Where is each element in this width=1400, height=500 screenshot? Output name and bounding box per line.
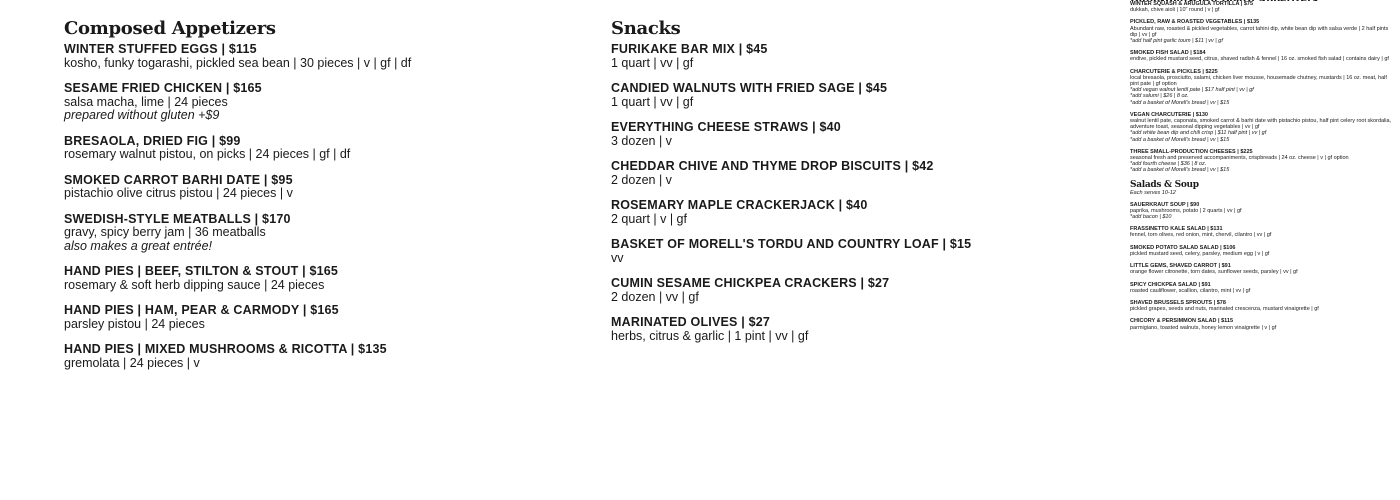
menu-item-name: THREE SMALL-PRODUCTION CHEESES | $225 [1130, 148, 1253, 155]
menu-item-description: herbs, citrus & garlic | 1 pint | vv | gf [611, 328, 809, 343]
menu-item-name: WINTER SQUASH & ARUGULA TORTILLA | $75 [1130, 1, 1254, 7]
menu-item-description: fennel, torn olives, red onion, mint, chervil, cilantro | vv | gf [1130, 232, 1272, 239]
menu-item-description: dukkah, chive aioli | 10" round | v | gf [1130, 7, 1220, 14]
menu-item [1130, 50, 1392, 62]
item-list [64, 43, 584, 370]
menu-item-name: CANDIED WALNUTS WITH FRIED SAGE | $45 [611, 81, 888, 95]
menu-item [1130, 69, 1392, 106]
menu-item-name: ROSEMARY MAPLE CRACKERJACK | $40 [611, 198, 868, 212]
menu-item [64, 135, 584, 162]
section-title: Snacks [611, 18, 681, 39]
menu-item-name: CUMIN SESAME CHICKPEA CRACKERS | $27 [611, 276, 890, 290]
menu-item [611, 121, 1111, 148]
menu-item-name: SHAVED BRUSSELS SPROUTS | $78 [1130, 299, 1226, 306]
menu-item [1130, 1, 1392, 13]
menu-item-name: SWEDISH-STYLE MEATBALLS | $170 [64, 211, 291, 226]
menu-item [64, 265, 584, 292]
menu-item-name: SAUERKRAUT SOUP | $90 [1130, 201, 1200, 208]
menu-item-name: CHEDDAR CHIVE AND THYME DROP BISCUITS | $42 [611, 159, 934, 173]
menu-item [64, 304, 584, 331]
menu-item-description: kosho, funky togarashi, pickled sea bean | 30 pieces | v | gf | df [64, 55, 412, 70]
composed-appetizers-column [64, 0, 584, 382]
menu-item [611, 277, 1111, 304]
menu-item-description: local bresaola, prosciutto, salami, chicken liver mousse, housemade chutney, mustards | 16 oz. meat, half pint pate | gf option [1130, 74, 1387, 88]
menu-item-name: CHICORY & PERSIMMON SALAD | $115 [1130, 318, 1234, 325]
menu-item-name: BRESAOLA, DRIED FIG | $99 [64, 133, 241, 148]
menu-item-name: VEGAN CHARCUTERIE | $130 [1130, 111, 1208, 118]
menu-item-note: *add salumi | $26 | 8 oz. [1130, 93, 1189, 100]
menu-item [1130, 226, 1392, 238]
menu-item-name: SESAME FRIED CHICKEN | $165 [64, 81, 262, 95]
menu-item-description: orange flower citronette, torn dates, sunflower seeds, parsley | vv | gf [1130, 269, 1298, 276]
menu-item [1130, 112, 1392, 143]
menu-item-description: 1 quart | vv | gf [611, 55, 694, 70]
menu-item-note: prepared without gluten +$9 [64, 108, 220, 122]
menu-item-name: HAND PIES | BEEF, STILTON & STOUT | $165 [64, 264, 339, 278]
menu-item [64, 343, 584, 370]
menu-item [1130, 19, 1392, 44]
menu-item [64, 43, 584, 70]
menu-item-note: *add a basket of Morell's bread | vv | $15 [1130, 136, 1230, 143]
menu-item-name: HAND PIES | MIXED MUSHROOMS & RICOTTA | $135 [64, 342, 387, 356]
menu-item-note: *add white bean dip and chili crisp | $11 half pint | vv | gf [1130, 130, 1267, 137]
menu-item [1130, 300, 1392, 312]
menu-item-name: BASKET OF MORELL'S TORDU AND COUNTRY LOAF | $15 [611, 237, 972, 251]
menu-item-note: *add vegan walnut lentil pate | $17 half pint | vv | gf [1130, 87, 1254, 94]
section-subtitle: Each serves 10-12 [1130, 189, 1176, 196]
menu-item [611, 82, 1111, 109]
menu-item-description: 3 dozen | v [611, 133, 672, 148]
menu-item-name: FRASSINETTO KALE SALAD | $131 [1130, 226, 1223, 233]
menu-item [1130, 263, 1392, 275]
menu-item-description: 2 dozen | v [611, 172, 672, 187]
menu-item-note: *add a basket of Morell's bread | vv | $15 [1130, 167, 1230, 174]
menu-item-description: 2 dozen | vv | gf [611, 289, 699, 304]
menu-item-description: pickled mustard seed, celery, parsley, medium egg | v | gf [1130, 250, 1270, 257]
menu-item [611, 316, 1111, 343]
menu-item-description: gremolata | 24 pieces | v [64, 355, 200, 370]
menu-item [1130, 318, 1392, 330]
menu-item-note: *add half pint garlic toum | $11 | vv | gf [1130, 38, 1223, 45]
menu-item-description: 2 quart | v | gf [611, 211, 687, 226]
menu-item-description: pickled grapes, seeds and nuts, marinated crescenza, mustard vinaigrette | gf [1130, 306, 1319, 313]
menu-item [1130, 149, 1392, 174]
menu-item-name: FURIKAKE BAR MIX | $45 [611, 42, 768, 56]
menu-item-name: CHARCUTERIE & PICKLES | $225 [1130, 68, 1218, 75]
menu-item-description: rosemary & soft herb dipping sauce | 24 pieces [64, 277, 325, 292]
item-list [1130, 1, 1392, 174]
menu-item [64, 174, 584, 201]
menu-item [1130, 245, 1392, 257]
menu-item-note: also makes a great entrée! [64, 238, 212, 253]
menu-item [1130, 202, 1392, 221]
menu-item-description: seasonal fresh and preserved accompaniments, crispbreads | 24 oz. cheese | v | gf option [1130, 155, 1349, 162]
menu-item-note: *add fourth cheese | $36 | 8 oz. [1130, 161, 1207, 168]
menu-item-description: paprika, mushrooms, potato | 2 quarts | vv | gf [1130, 207, 1242, 214]
snacks-column [611, 0, 1111, 355]
menu-item-description: roasted cauliflower, scallion, cilantro, mint | vv | gf [1130, 287, 1251, 294]
menu-item-name: WINTER STUFFED EGGS | $115 [64, 42, 257, 56]
menu-item-description: walnut lentil pate, caponata, smoked carrot & barhi date with pistachio pistou, half pint celery root skordalia, adventure toast, seasonal dipping vegetables | vv | gf [1130, 118, 1392, 131]
menu-item-note: *add bacon | $10 [1130, 214, 1172, 221]
menu-item [611, 43, 1111, 70]
menu-item-description: gravy, spicy berry jam | 36 meatballs [64, 225, 266, 239]
menu-item-note: *add a basket of Morell's bread | vv | $15 [1130, 99, 1230, 106]
item-list [1130, 202, 1392, 331]
menu-item-description: parsley pistou | 24 pieces [64, 316, 205, 331]
item-list [611, 43, 1111, 343]
menu-item [611, 160, 1111, 187]
menu-item-name: SMOKED FISH SALAD | $184 [1130, 50, 1206, 57]
menu-item-name: LITTLE GEMS, SHAVED CARROT | $91 [1130, 263, 1231, 270]
menu-item-description: endive, pickled mustard seed, citrus, shaved radish & fennel | 16 oz. smoked fish salad | contains dairy | gf [1130, 56, 1389, 63]
menu-item [611, 199, 1111, 226]
board-and-salads-column [1130, 0, 1392, 337]
menu-item-name: HAND PIES | HAM, PEAR & CARMODY | $165 [64, 303, 339, 317]
menu-item-description: pistachio olive citrus pistou | 24 pieces | v [64, 186, 293, 200]
menu-item-description: salsa macha, lime | 24 pieces [64, 94, 228, 109]
menu-item-name: SMOKED POTATO SALAD SALAD | $106 [1130, 244, 1236, 251]
section-title: Composed Appetizers [64, 18, 276, 39]
menu-item-name: MARINATED OLIVES | $27 [611, 315, 771, 329]
menu-item-description: parmigiano, toasted walnuts, honey lemon vinaigrette | v | gf [1130, 324, 1277, 331]
menu-item-name: PICKLED, RAW & ROASTED VEGETABLES | $135 [1130, 19, 1260, 26]
menu-item-description: rosemary walnut pistou, on picks | 24 pieces | gf | df [64, 147, 351, 161]
menu-item [64, 213, 584, 254]
menu-item-description: Abundant raw, roasted & pickled vegetables, carrot tahini dip, white bean dip with salsa verde | 2 half pints dip | vv | gf [1130, 25, 1389, 38]
menu-item-description: 1 quart | vv | gf [611, 94, 694, 109]
menu-item [611, 238, 1111, 265]
section-title: Salads & Soup [1130, 179, 1199, 190]
menu-item [1130, 282, 1392, 294]
menu-item [64, 82, 584, 123]
menu-item-name: SMOKED CARROT BARHI DATE | $95 [64, 172, 293, 187]
menu-item-name: SPICY CHICKPEA SALAD | $91 [1130, 281, 1211, 288]
menu-item-name: EVERYTHING CHEESE STRAWS | $40 [611, 120, 841, 134]
menu-item-description: vv [611, 250, 624, 265]
